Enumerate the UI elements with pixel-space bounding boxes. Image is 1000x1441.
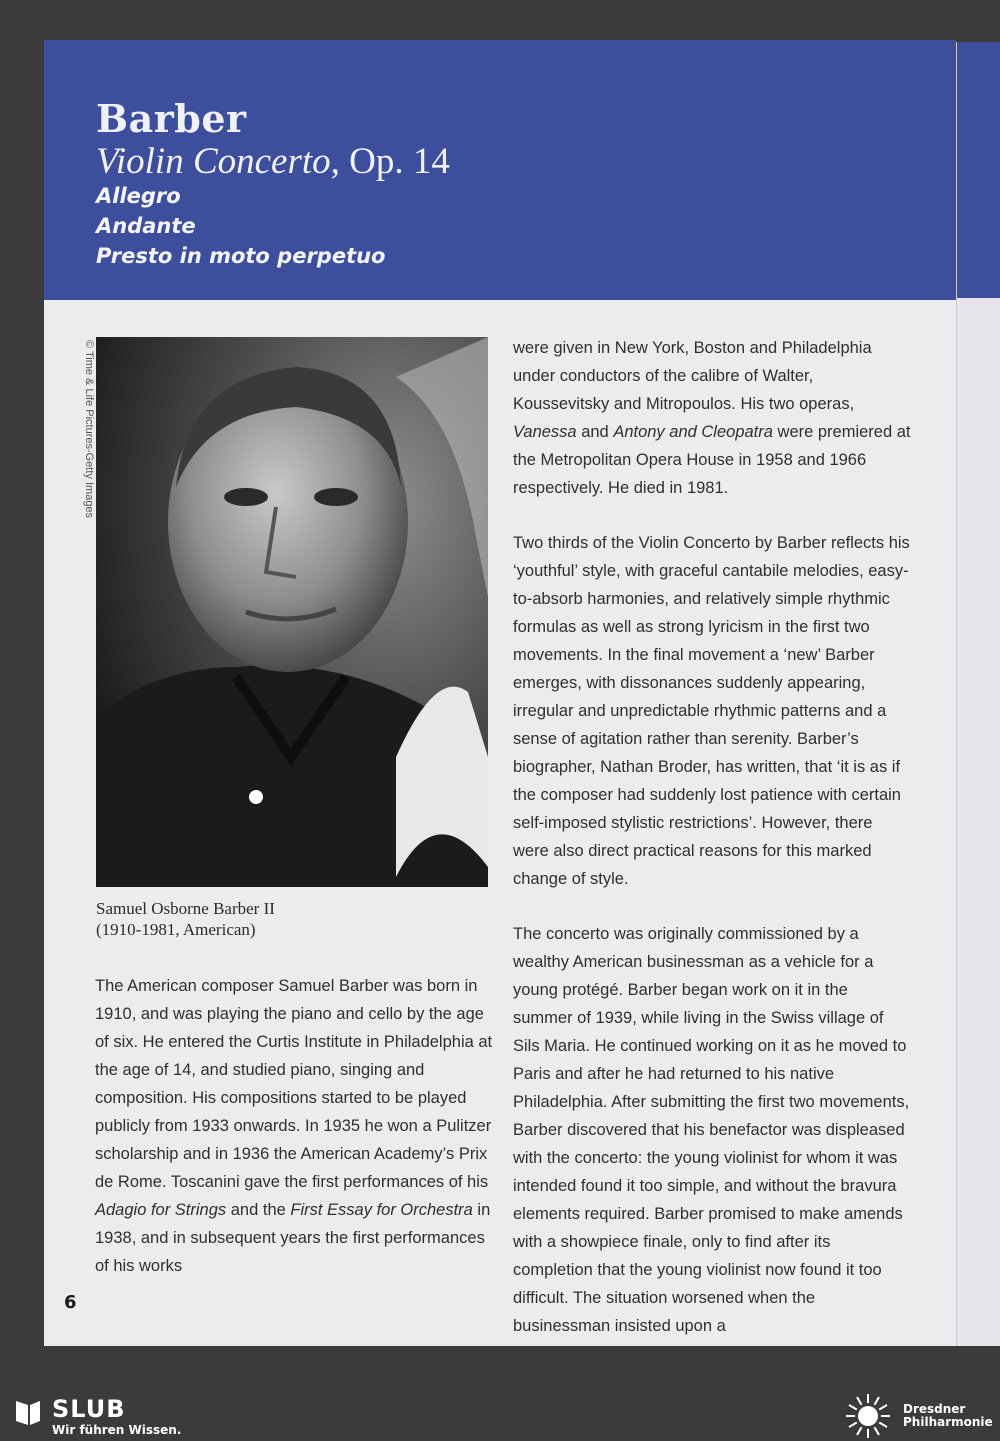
- philharmonie-line-1: Dresdner: [903, 1402, 966, 1416]
- philharmonie-line-2: Philharmonie: [903, 1415, 993, 1429]
- slub-book-icon: [14, 1397, 42, 1427]
- text-run-italic: First Essay for Orchestra: [290, 1201, 473, 1219]
- text-run: and the: [226, 1201, 291, 1219]
- text-run-italic: Vanessa: [513, 423, 577, 441]
- commission-paragraph: The concerto was originally commissioned by a wealthy American businessman as a vehicle for a young protégé. Barber began work on it in the summer of 1939, while living in the Swiss village of Sils Maria. He continued working on it as he moved to Paris and after he had returned to his native Philadelphia. After submitting the first two movements, Barber discovered that his benefactor was displeased with the concerto: the young violinist for whom it was intended found it too simple, and without the bravura elements required. Barber promised to make amends with a showpiece finale, only to find after its completion that the young violinist now found it too difficult. The situation worsened when the businessman insisted upon a: [513, 925, 910, 1335]
- portrait-image: [96, 337, 488, 887]
- philharmonie-name: [903, 1403, 993, 1429]
- left-column: [95, 972, 495, 1280]
- career-paragraph: [513, 334, 911, 502]
- photo-credit: © Time & Life Pictures-Getty Images: [83, 340, 95, 519]
- caption-name: Samuel Osborne Barber II: [96, 899, 275, 918]
- slub-name: SLUB: [52, 1395, 126, 1423]
- facing-page-header-band: [957, 42, 1000, 298]
- photo-caption: [96, 898, 396, 940]
- work-title: [96, 140, 450, 183]
- text-run: in 1938, and in subsequent years the first performances of his works: [95, 1201, 491, 1275]
- movement-list: [96, 181, 386, 271]
- text-run: were premiered at the Metropolitan Opera House in 1958 and 1966 respectively. He died in 1981.: [513, 423, 911, 497]
- page-number: 6: [64, 1292, 77, 1313]
- biography-paragraph: [95, 972, 495, 1280]
- facing-page-edge: [956, 42, 1000, 1346]
- movement-1: Allegro: [96, 184, 181, 208]
- style-paragraph: Two thirds of the Violin Concerto by Barber reflects his ‘youthful’ style, with graceful cantabile melodies, easy-to-absorb harmonies, and relatively simple rhythmic formulas as well as strong lyricism in the first two movements. In the final movement a ‘new’ Barber emerges, with dissonances suddenly appearing, irregular and unpredictable rhythmic patterns and a sense of agitation rather than serenity. Barber’s biographer, Nathan Broder, has written, that ‘it is as if the composer had suddenly lost patience with certain self-imposed stylistic restrictions’. However, there were also direct practical reasons for this marked change of style.: [513, 534, 910, 888]
- header-band: [44, 40, 956, 300]
- program-page: [44, 40, 956, 1346]
- digitization-footer: [0, 1391, 1000, 1441]
- text-run: and: [576, 423, 614, 441]
- right-column: [513, 334, 911, 1346]
- slub-tagline: Wir führen Wissen.: [52, 1423, 182, 1437]
- opus-number: Op. 14: [349, 141, 450, 182]
- movement-3: Presto in moto perpetuo: [96, 244, 386, 268]
- caption-dates: (1910-1981, American): [96, 920, 256, 939]
- movement-2: Andante: [96, 214, 196, 238]
- composer-name: Barber: [96, 96, 247, 141]
- text-run: were given in New York, Boston and Philadelphia under conductors of the calibre of Walter, Koussevitsky and Mitropoulos. His two operas,: [513, 339, 872, 413]
- work-title-italic: Violin Concerto,: [96, 141, 340, 182]
- composer-photo: [96, 337, 488, 887]
- philharmonie-sunburst-icon: [842, 1393, 894, 1439]
- text-run-italic: Adagio for Strings: [95, 1201, 227, 1219]
- text-run-italic: Antony and Cleopatra: [613, 423, 773, 441]
- text-run: The American composer Samuel Barber was born in 1910, and was playing the piano and cello by the age of six. He entered the Curtis Institute in Philadelphia at the age of 14, and studied piano, singing and composition. His compositions started to be played publicly from 1933 onwards. In 1935 he won a Pulitzer scholarship and in 1936 the American Academy’s Prix de Rome. Toscanini gave the first performances of his: [95, 977, 493, 1191]
